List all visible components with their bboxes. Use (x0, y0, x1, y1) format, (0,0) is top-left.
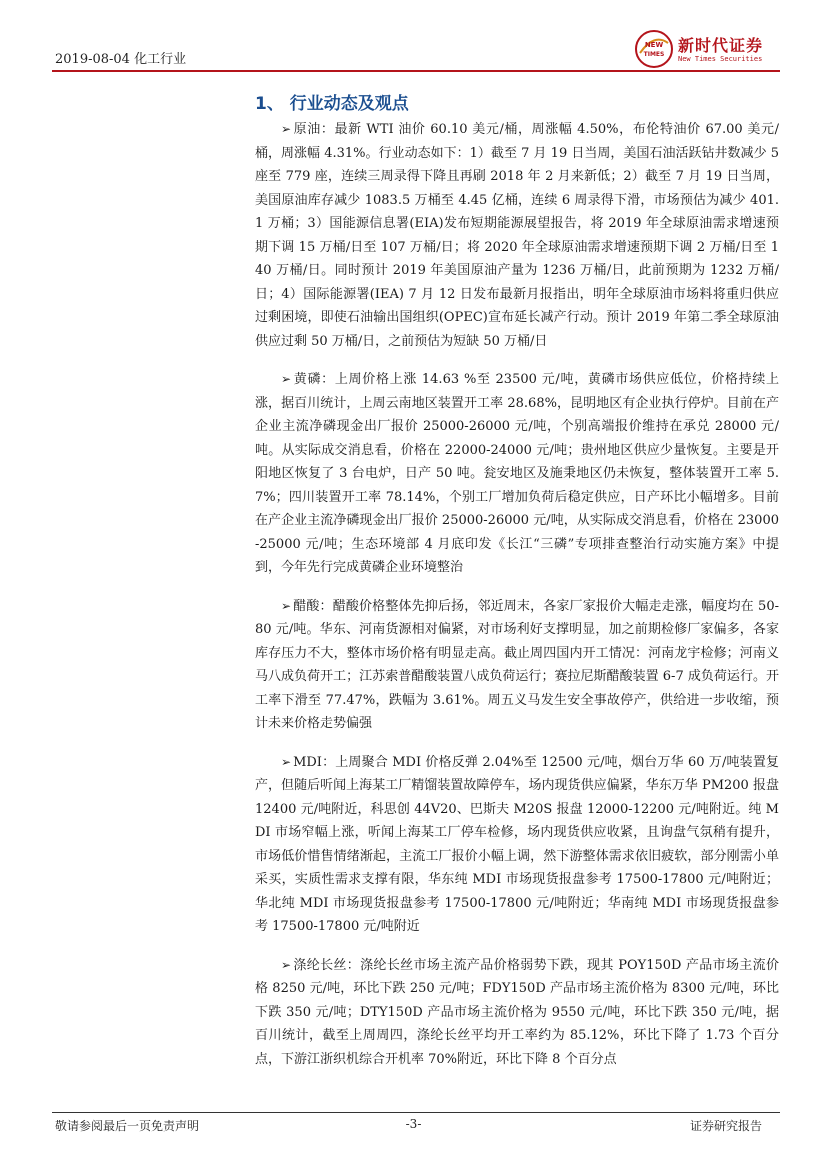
bullet-arrow-icon: ➢ (281, 372, 292, 386)
logo-english-name: New Times Securities (678, 55, 763, 63)
header-date-industry: 2019-08-04 化工行业 (55, 52, 187, 67)
paragraph-text: 黄磷：上周价格上涨 14.63 %至 23500 元/吨，黄磷市场供应低位，价格持续上涨，据百川统计，上周云南地区装置开工率 28.68%，昆明地区有企业执行停炉。目前在产企业主流净磷现金出厂报价 25000-26000 元/吨，个别高端报价维持在承兑 28000 元/吨。从实际成交消息看，价格在 22000-24000 元/吨；贵州地区供应少量恢复。主要是开阳地区恢复了 3 台电炉，日产 50 吨。瓮安地区及施秉地区仍未恢复，整体装置开工率 5.7%；四川装置开工率 78.14%，个别工厂增加负荷后稳定供应，日产环比小幅增多。目前在产企业主流净磷现金出厂报价 25000-26000 元/吨，从实际成交消息看，价格在 23000-25000 元/吨；生态环境部 4 月底印发《长江“三磷”专项排查整治行动实施方案》中提到，今年先行完成黄磷企业环境整治 (255, 372, 779, 575)
footer-divider (52, 1112, 780, 1113)
header-divider (52, 70, 780, 72)
paragraph-mdi (255, 751, 779, 939)
content-body (255, 118, 779, 1086)
company-logo (634, 29, 784, 69)
logo-chinese-name: 新时代证券 (678, 36, 764, 55)
logo-mark-icon (634, 29, 674, 69)
bullet-arrow-icon: ➢ (281, 754, 292, 769)
section-title: 1、 行业动态及观点 (255, 94, 409, 114)
paragraph-crude-oil (255, 118, 779, 353)
paragraph-text: 原油：最新 WTI 油价 60.10 美元/桶，周涨幅 4.50%，布伦特油价 67.00 美元/桶，周涨幅 4.31%。行业动态如下：1）截至 7 月 19 日当周，美国石油活跃钻井数减少 5 座至 779 座，连续三周录得下降且再刷 2018 年 2 月来新低；2）截至 7 月 19 日当周，美国原油库存减少 1083.5 万桶至 4.45 亿桶，连续 6 周录得下滑，市场预估为减少 401.1 万桶；3）国能源信息署(EIA)发布短期能源展望报告，将 2019 年全球原油需求增速预期下调 15 万桶/日至 107 万桶/日；将 2020 年全球原油需求增速预期下调 2 万桶/日至 140 万桶/日。同时预计 2019 年美国原油产量为 1236 万桶/日，此前预期为 1232 万桶/日；4）国际能源署(IEA) 7 月 12 日发布最新月报指出，明年全球原油市场料将重归供应过剩困境，即使石油输出国组织(OPEC)宣布延长减产行动。预计 2019 年第二季全球原油供应过剩 50 万桶/日，之前预估为短缺 50 万桶/日 (255, 122, 779, 349)
paragraph-acetic-acid (255, 595, 779, 736)
page-number: -3- (405, 1117, 422, 1131)
bullet-arrow-icon: ➢ (281, 122, 292, 136)
paragraph-polyester-filament (255, 954, 779, 1072)
paragraph-yellow-phosphorus (255, 368, 779, 580)
paragraph-text: 醋酸：醋酸价格整体先抑后扬，邻近周末，各家厂家报价大幅走走涨，幅度均在 50-80 元/吨。华东、河南货源相对偏紧，对市场利好支撑明显，加之前期检修厂家偏多，各家库存压力不大，整体市场价格有明显走高。截止周四国内开工情况：河南龙宇检修；河南义马八成负荷开工；江苏索普醋酸装置八成负荷运行；赛拉尼斯醋酸装置 6-7 成负荷运行。开工率下滑至 77.47%，跌幅为 3.61%。周五义马发生安全事故停产，供给进一步收缩，预计未来价格走势偏强 (255, 598, 779, 731)
svg-text:NEW: NEW (644, 41, 664, 49)
svg-text:TIMES: TIMES (643, 51, 665, 58)
paragraph-text: 涤纶长丝：涤纶长丝市场主流产品价格弱势下跌，现其 POY150D 产品市场主流价格 8250 元/吨，环比下跌 250 元/吨；FDY150D 产品市场主流价格为 8300 元/吨，环比下跌 350 元/吨；DTY150D 产品市场主流价格为 9550 元/吨，环比下跌 350 元/吨，据百川统计，截至上周周四，涤纶长丝平均开工率约为 85.12%，环比下降了 1.73 个百分点，下游江浙织机综合开机率 70%附近，环比下降 8 个百分点 (255, 957, 779, 1067)
bullet-arrow-icon: ➢ (281, 957, 292, 972)
paragraph-text: MDI：上周聚合 MDI 价格反弹 2.04%至 12500 元/吨，烟台万华 60 万/吨装置复产，但随后听闻上海某工厂精馏装置故障停车，场内现货供应偏紧，华东万华 PM200 报盘 12400 元/吨附近，科思创 44V20、巴斯夫 M20S 报盘 12000-12200 元/吨附近。纯 MDI 市场窄幅上涨，听闻上海某工厂停车检修，场内现货供应收紧，且询盘气氛稍有提升，市场低价惜售情绪渐起，主流工厂报价小幅上调，然下游整体需求依旧疲软，部分刚需小单采买，实质性需求支撑有限，华东纯 MDI 市场现货报盘参考 17500-17800 元/吨附近；华北纯 MDI 市场现货报盘参考 17500-17800 元/吨附近；华南纯 MDI 市场现货报盘参考 17500-17800 元/吨附近 (255, 754, 779, 934)
bullet-arrow-icon: ➢ (281, 598, 292, 613)
footer-report-type: 证券研究报告 (690, 1119, 763, 1133)
footer-disclaimer: 敬请参阅最后一页免责声明 (55, 1119, 200, 1133)
